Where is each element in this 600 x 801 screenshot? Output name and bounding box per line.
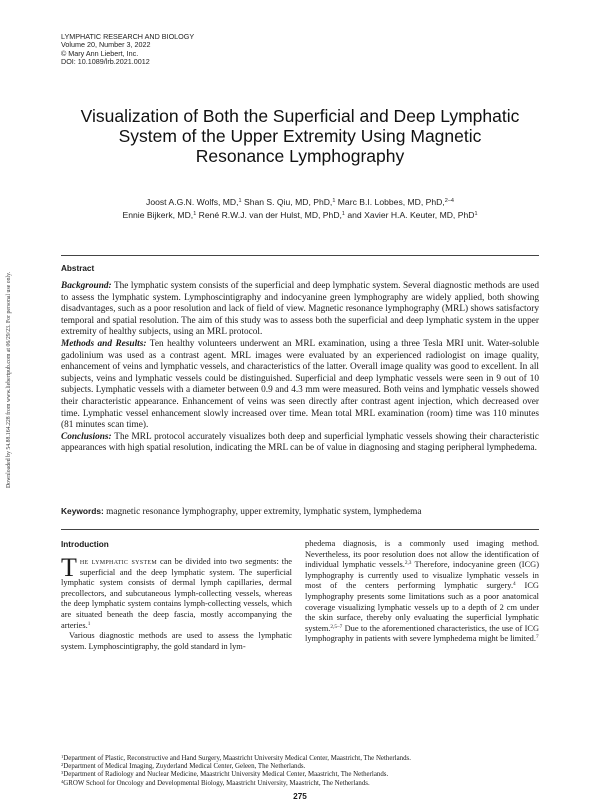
conclusions-text: The MRL protocol accurately visualizes both deep and superficial lymphatic vessels showing their characteristic appearances with high spatial resolution, indicating the MRL can be of value in diagnosing and staging peripheral lymphedema. <box>61 431 539 454</box>
footnote <box>61 780 539 788</box>
intro-paragraph-2-continued <box>305 539 539 645</box>
intro-right-text: Therefore, indocyanine green (ICG) lymphography is currently used to visualize lymphatic vessels in most of the centers performing lymphatic surgery. <box>305 560 539 591</box>
author-name: René R.W.J. van der Hulst, MD, PhD, <box>196 210 342 220</box>
title-line-1: Visualization of Both the Superficial and Deep Lymphatic <box>80 106 520 126</box>
page-number: 275 <box>293 792 307 801</box>
author-affiliation: 1 <box>332 198 336 204</box>
abstract-heading: Abstract <box>61 264 95 273</box>
footnote-text: Department of Plastic, Reconstructive and Hand Surgery, Maastricht University Medical Center, Maastricht, The Netherlands. <box>63 755 411 762</box>
journal-doi: DOI: 10.1089/lrb.2021.0012 <box>61 57 150 67</box>
citation: 4 <box>513 581 516 588</box>
keywords-label: Keywords: <box>61 506 104 516</box>
footnote-number: 2 <box>61 762 64 768</box>
title-line-3: Resonance Lymphography <box>195 146 405 166</box>
abstract-background <box>61 281 539 339</box>
keywords-text: magnetic resonance lymphography, upper extremity, lymphatic system, lymphedema <box>103 507 422 517</box>
abstract-methods <box>61 339 539 432</box>
footnote-number: 4 <box>61 778 64 784</box>
citation: 7 <box>535 634 539 641</box>
intro-smallcaps: he lymphatic system <box>79 557 158 566</box>
footnote-number: 1 <box>61 754 64 759</box>
footnote-text: Department of Medical Imaging, Zuyderland Medical Center, Geleen, The Netherlands. <box>63 763 306 771</box>
article-title <box>60 106 540 166</box>
drop-cap: T <box>61 553 77 582</box>
footnote-text: GROW School for Oncology and Developmental Biology, Maastricht University, Maastricht, The Netherlands. <box>63 779 370 787</box>
abstract-conclusions <box>61 432 539 455</box>
author-affiliation: 1 <box>193 211 197 217</box>
author-name: Joost A.G.N. Wolfs, MD, <box>146 197 239 207</box>
citation: 2,3 <box>404 560 412 567</box>
author-name: Shan S. Qiu, MD, PhD, <box>241 197 333 207</box>
intro-right-column <box>305 539 539 645</box>
methods-text: Ten healthy volunteers underwent an MRL examination, using a three Tesla MRI unit. Water-soluble gadolinium was used as a contrast agent. MRL images were evaluated by an experienced radiologist on image quality, enhancement of veins and lymphatic vessels, and characteristics of the latter. Overall image quality was good to excellent. In all subjects, veins and lymphatic vessels could be distinguished. Superficial and deep lymphatic vessels were seen in 9 out of 10 subjects. Lymphatic vessels with a diameter between 0.9 and 4.3 mm were measured. Both veins and lymphatic vessels showed their characteristic appearance. Enhancement of veins was seen directly after contrast agent injection, which decreased over time. Lymphatic vessel enhancement slowly increased over time. Mean total MRL examination (room) time was 110 minutes (81 minutes scan time). <box>61 338 539 431</box>
author-line-1 <box>60 196 540 209</box>
author-name: and Xavier H.A. Keuter, MD, PhD <box>344 210 475 220</box>
conclusions-label: Conclusions: <box>61 431 112 442</box>
affiliation-footnotes <box>61 755 539 788</box>
intro-paragraph-2: Various diagnostic methods are used to assess the lymphatic system. Lymphoscintigraphy, the gold standard in lym- <box>61 631 292 651</box>
introduction-heading: Introduction <box>61 540 109 549</box>
intro-p1-text: can be divided into two segments: the superficial and the deep lymphatic system. The superficial lymphatic system consists of dermal lymph capillaries, dermal precollectors, and subcutaneous lymph-collecting vessels, whereas the deep lymphatic system contains lymph-collecting vessels, which are situated beneath the deep fascia, mostly accompanying the arteries. <box>61 557 293 630</box>
footnote-text: Department of Radiology and Nuclear Medicine, Maastricht University Medical Center, Maastricht, The Netherlands. <box>63 771 389 779</box>
journal-copyright: © Mary Ann Liebert, Inc. <box>61 48 139 58</box>
intro-left-column <box>61 553 293 652</box>
citation: 1 <box>87 620 91 627</box>
footnote <box>61 755 539 763</box>
intro-right-text: ICG lymphography presents some limitations such as a poor anatomical coverage visualizing lymphatic vessels up to a depth of 2 cm under the skin surface, thereby only evaluating the superficial lymphatic system. <box>305 581 539 633</box>
download-note: Downloaded by 54.88.164.228 from www.liebertpub.com at 06/29/23. For personal use only. <box>6 271 12 488</box>
background-text: The lymphatic system consists of the superficial and deep lymphatic system. Several diagnostic methods are used to assess the lymphatic system. Lymphoscintigraphy and indocyanine green lymphography are widely applied, both showing disadvantages, such as a poor resolution and lack of field of view. Magnetic resonance lymphography (MRL) shows satisfactory temporal and spatial resolution. The aim of this study was to assess both the superficial and deep lymphatic system in the upper extremity of healthy subjects, using an MRL protocol. <box>61 281 539 338</box>
intro-paragraph-1 <box>61 553 293 631</box>
author-affiliation: 1 <box>474 211 478 217</box>
abstract-body <box>61 281 539 455</box>
author-line-2 <box>60 209 540 222</box>
author-name: Marc B.I. Lobbes, MD, PhD, <box>335 197 445 207</box>
journal-name: LYMPHATIC RESEARCH AND BIOLOGY <box>61 32 195 41</box>
citation: 2,5–7 <box>330 623 343 630</box>
author-list <box>60 196 540 222</box>
abstract-top-rule <box>61 255 539 256</box>
journal-header <box>61 33 194 67</box>
abstract-bottom-rule <box>61 529 539 530</box>
title-line-2: System of the Upper Extremity Using Magnetic <box>118 126 482 146</box>
keywords <box>61 506 539 517</box>
background-label: Background: <box>61 281 112 291</box>
journal-volume: Volume 20, Number 3, 2022 <box>61 40 151 50</box>
author-affiliation: 1 <box>341 211 345 217</box>
author-affiliation: 2–4 <box>444 198 454 204</box>
methods-label: Methods and Results: <box>61 338 147 349</box>
author-name: Ennie Bijkerk, MD, <box>122 210 194 220</box>
intro-right-text: Due to the aforementioned characteristics, the use of ICG lymphography in patients with severe lymphedema might be limited. <box>305 623 539 644</box>
footnote-number: 3 <box>61 770 64 776</box>
intro-right-text: phedema diagnosis, is a commonly used imaging method. Nevertheless, its poor resolution does not allow the identification of individual lymphatic vessels. <box>305 539 539 570</box>
author-affiliation: 1 <box>238 198 242 204</box>
